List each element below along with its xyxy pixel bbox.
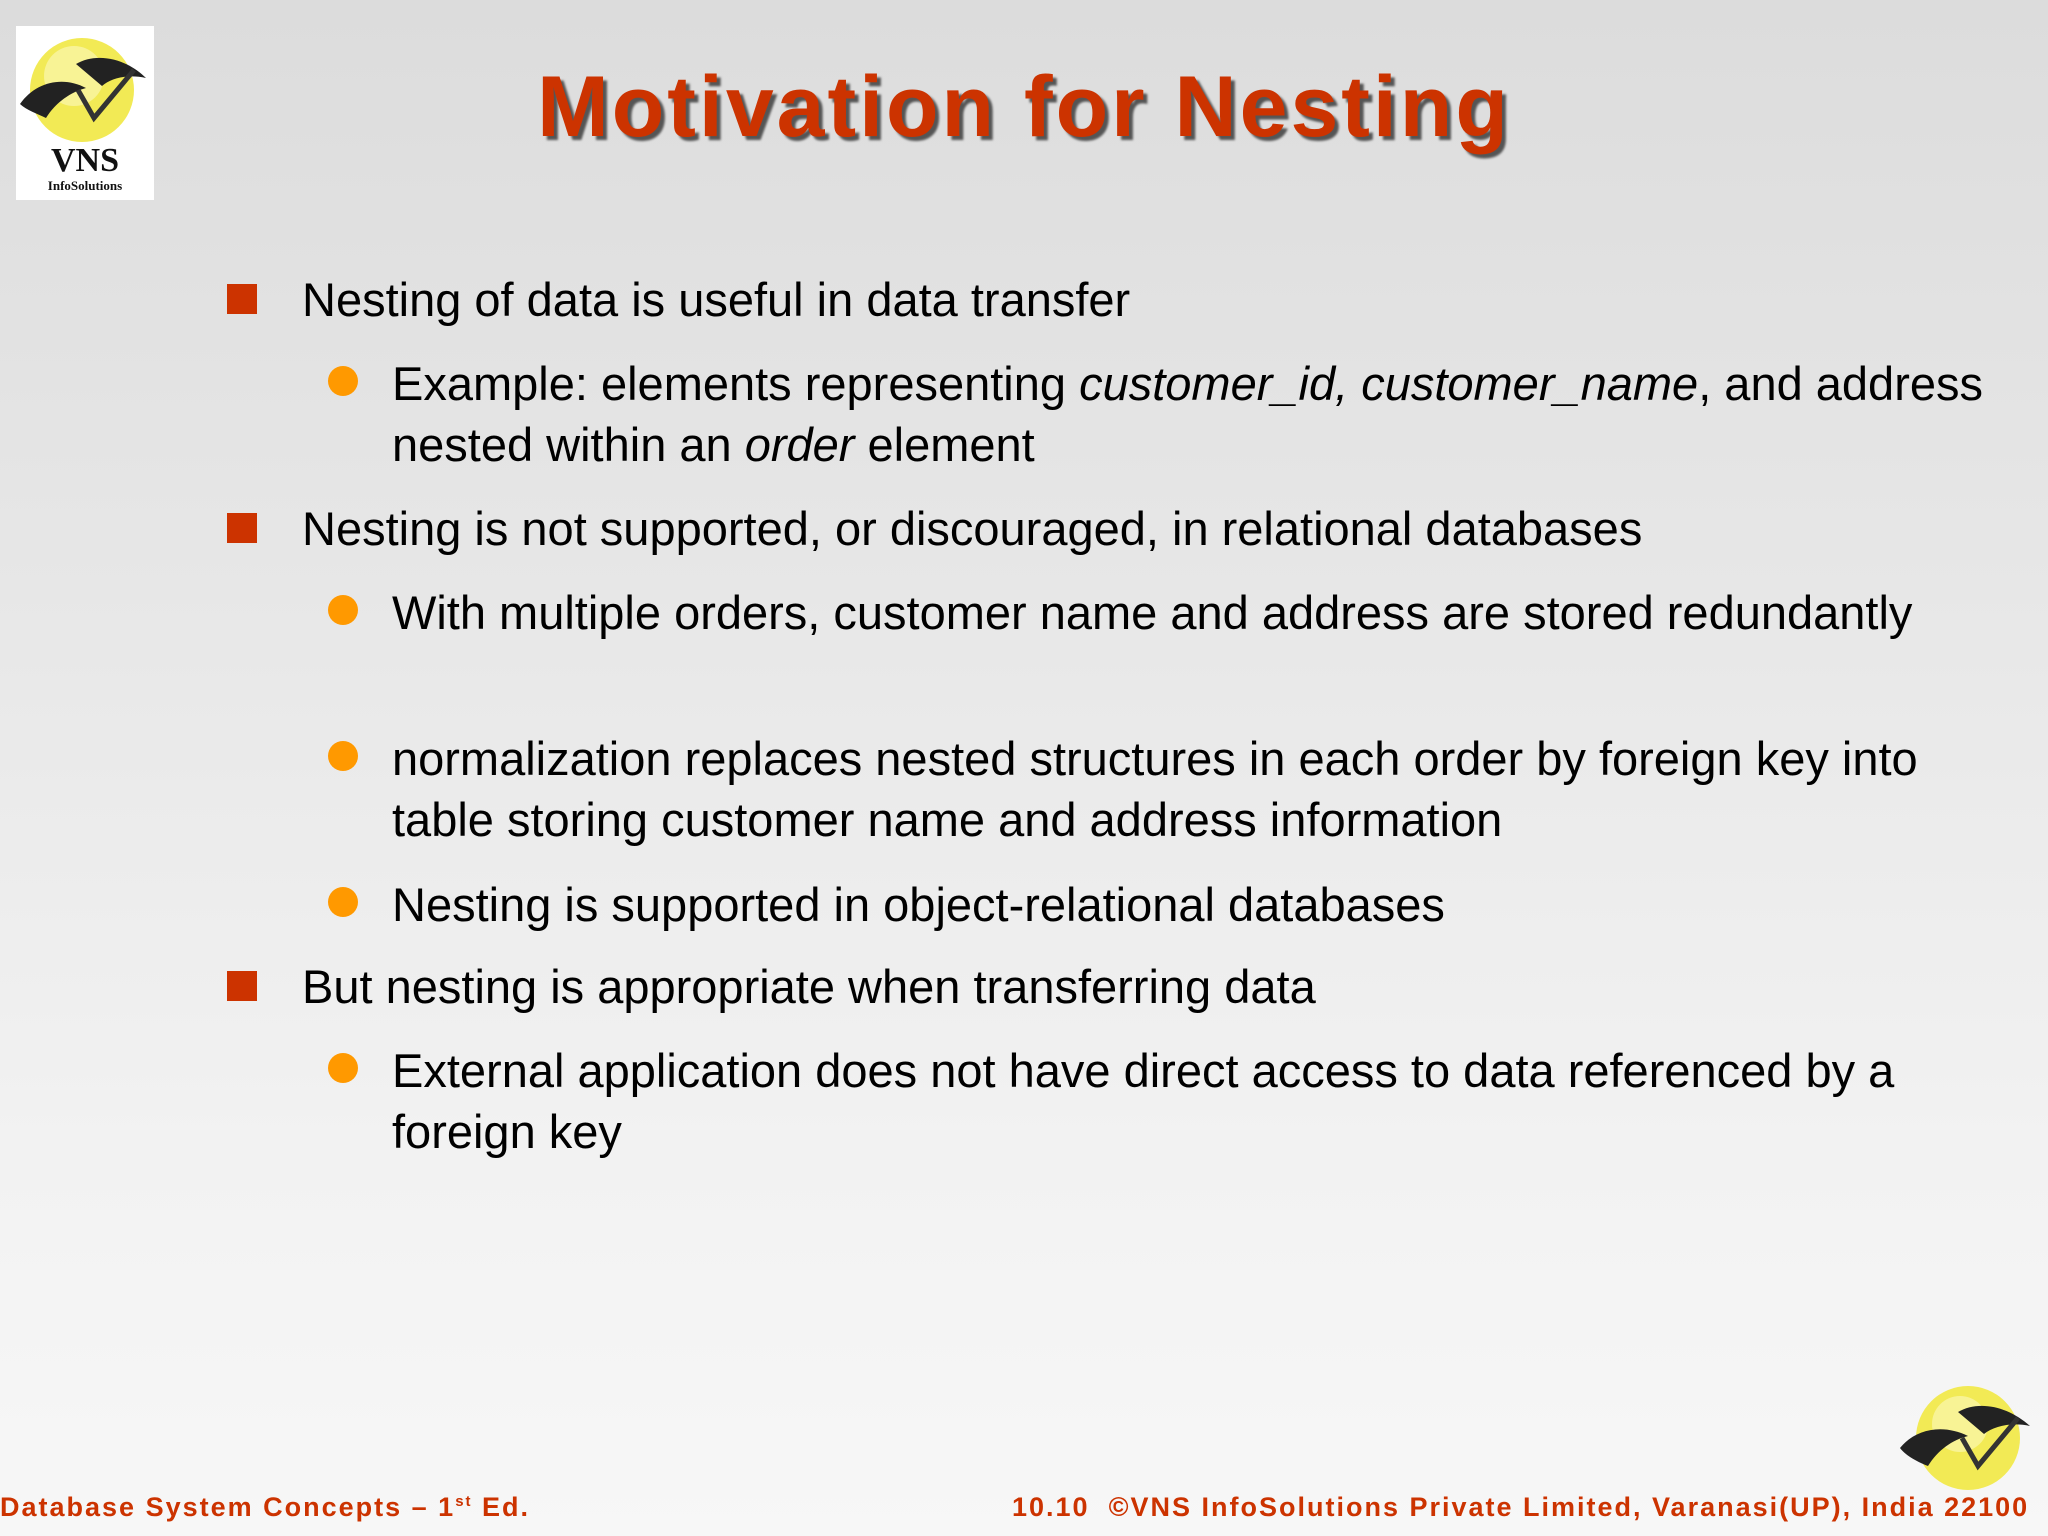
round-bullet-icon xyxy=(328,1053,358,1083)
round-bullet-icon xyxy=(328,741,358,771)
bullet-2-2: normalization replaces nested structures in each order by foreign key into table storing customer name and address information xyxy=(392,732,1918,846)
slide-number: 10.10 xyxy=(1012,1492,1090,1522)
square-bullet-icon xyxy=(227,284,257,314)
bullet-2: Nesting is not supported, or discouraged, in relational databases xyxy=(302,502,1643,555)
bullet-2-1: With multiple orders, customer name and address are stored redundantly xyxy=(392,586,1913,639)
round-bullet-icon xyxy=(328,366,358,396)
footer-copyright: 10.10 ©VNS InfoSolutions Private Limited, Varanasi(UP), India 22100 xyxy=(1012,1492,2030,1522)
logo-name: VNS xyxy=(50,142,120,179)
footer-course-title: Database System Concepts – 1st Ed. xyxy=(0,1492,531,1522)
slide-title: Motivation for Nesting xyxy=(537,59,1511,155)
bullet-3-1: External application does not have direct access to data referenced by a foreign key xyxy=(392,1044,1895,1158)
bullet-3: But nesting is appropriate when transferring data xyxy=(302,960,1316,1013)
round-bullet-icon xyxy=(328,887,358,917)
logo-subtitle: InfoSolutions xyxy=(47,178,123,193)
square-bullet-icon xyxy=(227,513,257,543)
footer-logo-emblem xyxy=(1896,1372,2036,1492)
bullet-1-1: Example: elements representing customer_id, customer_name, and address nested within an order element xyxy=(392,357,1983,471)
round-bullet-icon xyxy=(328,595,358,625)
square-bullet-icon xyxy=(227,971,257,1001)
bullet-1: Nesting of data is useful in data transfer xyxy=(302,273,1131,326)
bullet-2-3: Nesting is supported in object-relational databases xyxy=(392,878,1445,931)
